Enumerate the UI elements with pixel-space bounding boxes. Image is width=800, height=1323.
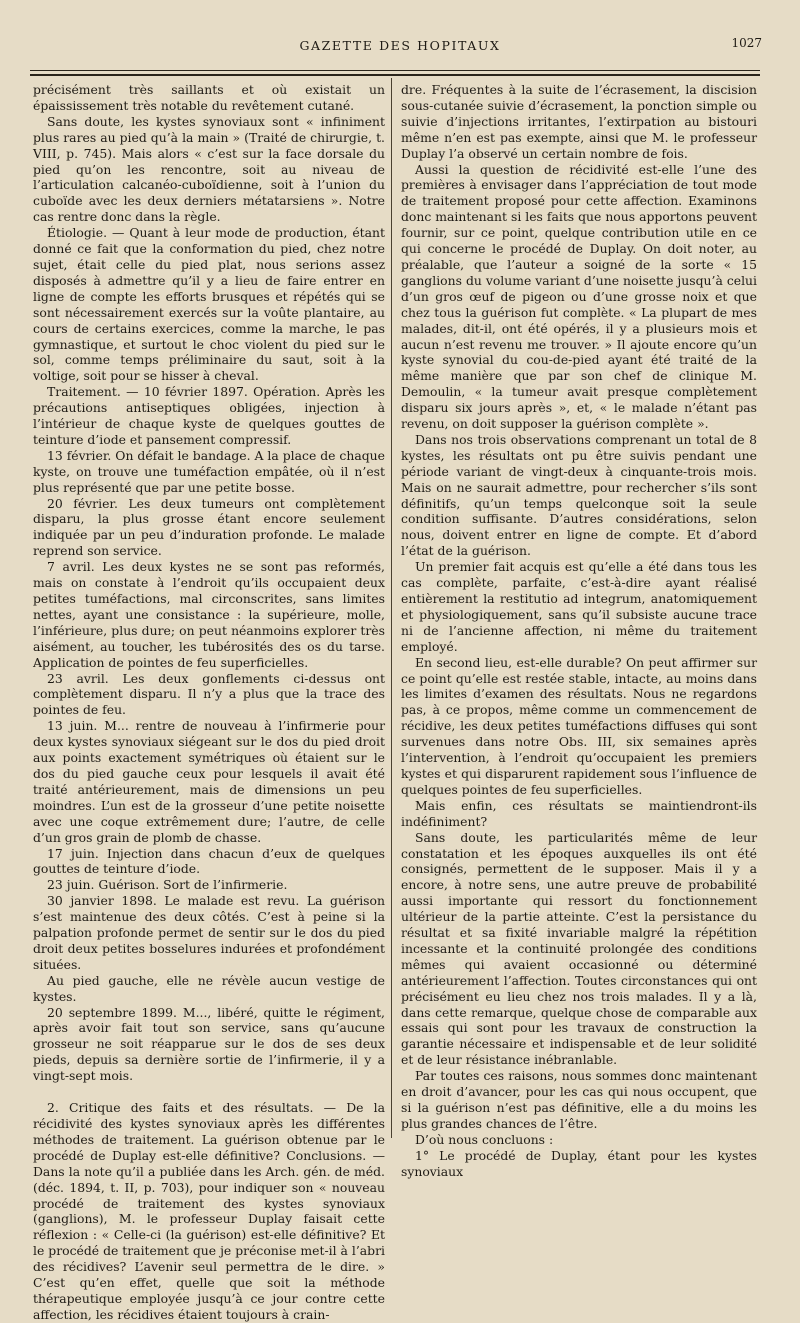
paragraph: 13 juin. M... rentre de nouveau à l’infirmerie pour deux kystes synoviaux siégeant sur le dos du pied droit aux points exactement symétriques où étaient sur le dos du pied gauche ceux pour lesquels il avait été traité antérieurement, mais de dimensions un peu moindres. L’un est de la grosseur d’une petite noisette avec une coque extrêmement dure; l’autre, de celle d’un gros grain de plomb de chasse.: [33, 718, 385, 845]
running-title: GAZETTE DES HOPITAUX: [299, 38, 501, 53]
paragraph: Un premier fait acquis est qu’elle a été dans tous les cas complète, parfaite, c’est-à-dire ayant réalisé entièrement la restitutio ad integrum, anatomiquement et physiologiquement, sans qu’il subsiste aucune trace ni de l’ancienne affection, ni même du traitement employé.: [401, 559, 757, 654]
paragraph: Traitement. — 10 février 1897. Opération. Après les précautions antiseptiques obligées, injection à l’intérieur de chaque kyste de quelques gouttes de teinture d’iode et pansement compressif.: [33, 384, 385, 447]
paragraph: Sans doute, les kystes synoviaux sont « infiniment plus rares au pied qu’à la main » (Traité de chirurgie, t. VIII, p. 745). Mais alors « c’est sur la face dorsale du pied qu’on les rencontre, soit au niveau de l’articulation calcanéo-cuboïdienne, soit à l’union du cuboïde avec les deux derniers métatarsiens ». Notre cas rentre donc dans la règle.: [33, 113, 385, 225]
paragraph: Mais enfin, ces résultats se maintiendront-ils indéfiniment?: [401, 797, 757, 829]
header-rule-thin: [30, 70, 760, 71]
paragraph: Sans doute, les particularités même de leur constatation et les époques auxquelles ils ont été consignés, permettent de le supposer. Mais il y a encore, à notre sens, une autre preuve de probabilité aussi importante qui ressort du fonctionnement ultérieur de la partie atteinte. C’est la persistance du résultat et sa fixité invariable malgré la répétition incessante et la continuité prolongée des conditions mêmes qui avaient occasionné ou déterminé antérieurement l’affection. Toutes circonstances qui ont précisément eu lieu chez nos trois malades. Il y a là, dans cette remarque, quelque chose de comparable aux essais qui sont pour les travaux de construction la garantie nécessaire et indispensable et de leur solidité et de leur résistance inébranlable.: [401, 829, 757, 1068]
paragraph: Dans nos trois observations comprenant un total de 8 kystes, les résultats ont pu être suivis pendant une période variant de vingt-deux à cinquante-trois mois. Mais on ne saurait admettre, pour rechercher s’ils sont définitifs, qu’un temps quelconque soit la seule condition suffisante. D’autres considérations, selon nous, doivent entrer en ligne de compte. Et d’abord l’état de la guérison.: [401, 431, 757, 559]
paragraph: 23 avril. Les deux gonflements ci-dessus ont complètement disparu. Il n’y a plus que la trace des pointes de feu.: [33, 670, 385, 718]
paragraph: 23 juin. Guérison. Sort de l’infirmerie.: [47, 877, 288, 893]
paragraph: 30 janvier 1898. Le malade est revu. La guérison s’est maintenue des deux côtés. C’est à peine si la palpation profonde permet de sentir sur le dos du pied droit deux petites bosselures indurées et profondément situées.: [33, 893, 385, 972]
left-column: [33, 82, 385, 1323]
header-rule-thick: [30, 74, 760, 76]
page-number: 1027: [731, 36, 762, 50]
page-header: [30, 38, 770, 58]
right-column: [401, 82, 757, 1180]
paragraph: 13 février. On défait le bandage. A la place de chaque kyste, on trouve une tuméfaction empâtée, où il n’est plus représenté que par une petite bosse.: [33, 447, 385, 495]
paragraph: 17 juin. Injection dans chacun d’eux de quelques gouttes de teinture d’iode.: [33, 845, 385, 877]
paragraph: 20 février. Les deux tumeurs ont complètement disparu, la plus grosse étant encore seulement indiquée par un peu d’induration profonde. Le malade reprend son service.: [33, 495, 385, 559]
paragraph: Aussi la question de récidivité est-elle l’une des premières à envisager dans l’appréciation de tout mode de traitement proposé pour cette affection. Examinons donc maintenant si les faits que nous apportons peuvent fournir, sur ce point, quelque contribution utile en ce qui concerne le procédé de Duplay. On doit noter, au préalable, que l’auteur a soigné de la sorte « 15 ganglions du volume variant d’une noisette jusqu’à celui d’un gros œuf de pigeon ou d’une grosse noix et que chez tous la guérison fut complète. « La plupart de mes malades, dit-il, ont été opérés, il y a plusieurs mois et aucun n’est revenu me trouver. » Il ajoute encore qu’un kyste synovial du cou-de-pied ayant été traité de la même manière que par son chef de clinique M. Demoulin, « la tumeur avait presque complètement disparu six jours après », et, « le malade n’étant pas revenu, on doit supposer la guérison complète ».: [401, 161, 757, 432]
paragraph: D’où nous concluons :: [415, 1131, 554, 1147]
section-paragraph: 2. Critique des faits et des résultats. — De la récidivité des kystes synoviaux après les différentes méthodes de traitement. La guérison obtenue par le procédé de Duplay est-elle définitive? Conclusions. — Dans la note qu’il a publiée dans les Arch. gén. de méd. (déc. 1894, t. II, p. 703), pour indiquer son « nouveau procédé de traitement des kystes synoviaux (ganglions), M. le professeur Duplay faisait cette réflexion : « Celle-ci (la guérison) est-elle définitive? Et le procédé de traitement que je préconise met-il à l’abri des récidives? L’avenir seul permettra de le dire. » C’est qu’en effet, quelle que soit la méthode thérapeutique employée jusqu’à ce jour contre cette affection, les récidives étaient toujours à crain-: [33, 1100, 385, 1322]
paragraph: Au pied gauche, elle ne révèle aucun vestige de kystes.: [33, 972, 385, 1004]
paragraph: En second lieu, est-elle durable? On peut affirmer sur ce point qu’elle est restée stable, intacte, au moins dans les limites d’examen des résultats. Nous ne regardons pas, à ce propos, même comme un commencement de récidive, les deux petites tuméfactions diffuses qui sont survenues dans notre Obs. III, six semaines après l’intervention, à l’endroit qu’occupaient les premiers kystes et qui disparurent rapidement sous l’influence de quelques pointes de feu superficielles.: [401, 654, 757, 797]
paragraph: 20 septembre 1899. M..., libéré, quitte le régiment, après avoir fait tout son service, sans qu’aucune grosseur ne soit réapparue sur le dos de ses deux pieds, depuis sa dernière sortie de l’infirmerie, il y a vingt-sept mois.: [33, 1004, 385, 1084]
paragraph: Étiologie. — Quant à leur mode de production, étant donné ce fait que la conformation du pied, chez notre sujet, était celle du pied plat, nous serions assez disposés à admettre qu’il y a lieu de faire entrer en ligne de compte les efforts brusques et répétés qui se sont nécessairement exercés sur la voûte plantaire, au cours de certains exercices, comme la marche, le pas gymnastique, et surtout le choc violent du pied sur le sol, comme temps préliminaire du saut, soit à la voltige, soit pour se hisser à cheval.: [33, 225, 385, 384]
paragraph: 1° Le procédé de Duplay, étant pour les kystes synoviaux: [401, 1147, 757, 1179]
paragraph: précisément très saillants et où existait un épaississement très notable du revêtement cutané.: [33, 82, 385, 113]
paragraph: 7 avril. Les deux kystes ne se sont pas reformés, mais on constate à l’endroit qu’ils occupaient deux petites tuméfactions, mal circonscrites, sans limites nettes, ayant une consistance : la supérieure, molle, l’inférieure, plus dure; on peut néanmoins explorer très aisément, au toucher, les tubérosités des os du tarse. Application de pointes de feu superficielles.: [33, 559, 385, 670]
column-divider: [391, 78, 392, 1138]
paragraph: Par toutes ces raisons, nous sommes donc maintenant en droit d’avancer, pour les cas qui nous occupent, que si la guérison n’est pas définitive, elle a du moins les plus grandes chances de l’être.: [401, 1068, 757, 1131]
paragraph: dre. Fréquentes à la suite de l’écrasement, la discision sous-cutanée suivie d’écrasement, la ponction simple ou suivie d’injections irritantes, l’extirpation au bistouri même n’en est pas exempte, ainsi que M. le professeur Duplay l’a observé un certain nombre de fois.: [401, 82, 757, 161]
